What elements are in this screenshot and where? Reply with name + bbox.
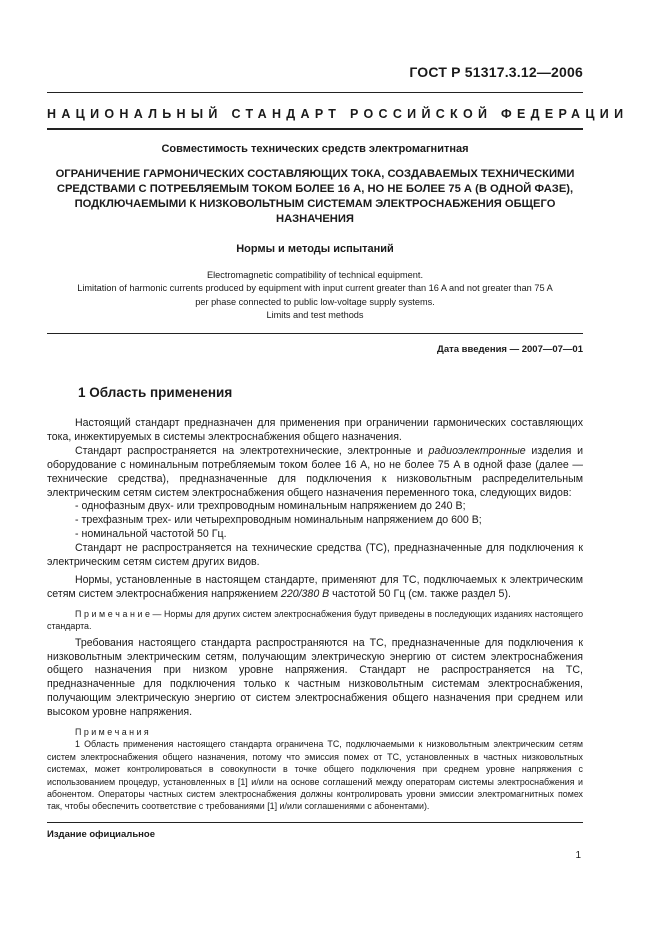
english-title-line: Limitation of harmonic currents produced by equipment with input current greater than 16 A and not greater than 75 A <box>77 283 553 294</box>
list-item: - трехфазным трех- или четырехпроводным номинальным напряжением до 600 В; <box>75 514 482 527</box>
note: П р и м е ч а н и е — Нормы для других систем электроснабжения будут приведены в последующих изданиях настоящего стандарта. <box>47 608 583 632</box>
page-number: 1 <box>575 850 581 861</box>
top-divider <box>47 92 583 93</box>
title-line: ОГРАНИЧЕНИЕ ГАРМОНИЧЕСКИХ СОСТАВЛЯЮЩИХ ТОКА, СОЗДАВАЕМЫХ ТЕХНИЧЕСКИМИ <box>55 168 575 180</box>
notes-label: П р и м е ч а н и я <box>75 727 149 738</box>
note-1: 1 Область применения настоящего стандарта ограничена ТС, подключаемыми к низковольтным электрическим сетям систем электроснабжения общего назначения, потому что эмиссия помех от ТС, установленных в частных низковольтных системах, может контролироваться в совокупности в точке общего подключения при среднем уровне напряжения с использованием процедур, установленных в [1] и/или на основе соглашений между операторам системы электроснабжения и абонентом. Операторы частных систем электроснабжения должны контролировать уровни эмиссии электромагнитных помех так, чтобы обеспечить соответствие с требованиями [1] и/или соглашениями с абонентами). <box>47 739 583 812</box>
english-title-line: Electromagnetic compatibility of technical equipment. <box>206 270 423 280</box>
paragraph: Стандарт не распространяется на технические средства (ТС), предназначенные для подключения к электрическим сетям систем других видов. <box>47 542 583 569</box>
date-divider <box>47 333 583 334</box>
footer-divider <box>47 822 583 823</box>
title-line: НАЗНАЧЕНИЯ <box>276 213 354 225</box>
list-item: - номинальной частотой 50 Гц. <box>75 528 227 541</box>
doc-subtitle-emc: Совместимость технических средств электромагнитная <box>161 143 469 155</box>
national-standard-banner: НАЦИОНАЛЬНЫЙ СТАНДАРТ РОССИЙСКОЙ ФЕДЕРАЦИИ <box>47 107 629 121</box>
paragraph: Настоящий стандарт предназначен для применения при ограничении гармонических составляющих тока, инжектируемых в системы электроснабжения общего назначения. <box>47 417 583 443</box>
banner-divider <box>47 128 583 130</box>
official-edition: Издание официальное <box>47 829 155 840</box>
introduction-date: Дата введения — 2007—07—01 <box>437 344 583 355</box>
english-title-line: per phase connected to public low-voltage supply systems. <box>195 296 435 307</box>
title-line: СРЕДСТВАМИ С ПОТРЕБЛЯЕМЫМ ТОКОМ БОЛЕЕ 16 А, НО НЕ БОЛЕЕ 75 А (В ОДНОЙ ФАЗЕ), <box>56 183 574 195</box>
doc-subtitle-norms: Нормы и методы испытаний <box>236 243 394 255</box>
english-title <box>47 269 583 322</box>
title-line: ПОДКЛЮЧАЕМЫМИ К НИЗКОВОЛЬТНЫМ СИСТЕМАМ ЭЛЕКТРОСНАБЖЕНИЯ ОБЩЕГО <box>74 198 556 210</box>
paragraph: Нормы, установленные в настоящем стандарте, применяют для ТС, подключаемых к электрическим сетям систем электроснабжения напряжением 220/380 В частотой 50 Гц (см. также раздел 5). <box>47 573 583 600</box>
paragraph: Стандарт распространяется на электротехнические, электронные и радиоэлектронные изделия и оборудование с номинальным потребляемым током более 16 А, но не более 75 А в одной фазе (далее — технические средства), предназначенные для подключения к низковольтным распределительным электрическим сетям систем электроснабжения общего назначения переменного тока, следующих видов: <box>47 444 583 499</box>
section-heading: 1 Область применения <box>78 385 233 400</box>
doc-main-title <box>47 167 583 227</box>
list-item: - однофазным двух- или трехпроводным номинальным напряжением до 240 В; <box>75 500 466 513</box>
standard-number: ГОСТ Р 51317.3.12—2006 <box>409 64 583 80</box>
section-body <box>47 417 583 813</box>
english-title-line: Limits and test methods <box>266 309 364 320</box>
paragraph: Требования настоящего стандарта распространяются на ТС, предназначенные для подключения к низковольтным электрическим сетям, получающим электрическую энергию от систем электроснабжения общего назначения при низком уровне напряжения. Стандарт не распространяется на ТС, предназначенные для подключения только к частным низковольтным системам электроснабжения, получающим электрическую энергию от систем электроснабжения общего назначения при среднем или высоком уровне напряжения. <box>47 636 583 719</box>
